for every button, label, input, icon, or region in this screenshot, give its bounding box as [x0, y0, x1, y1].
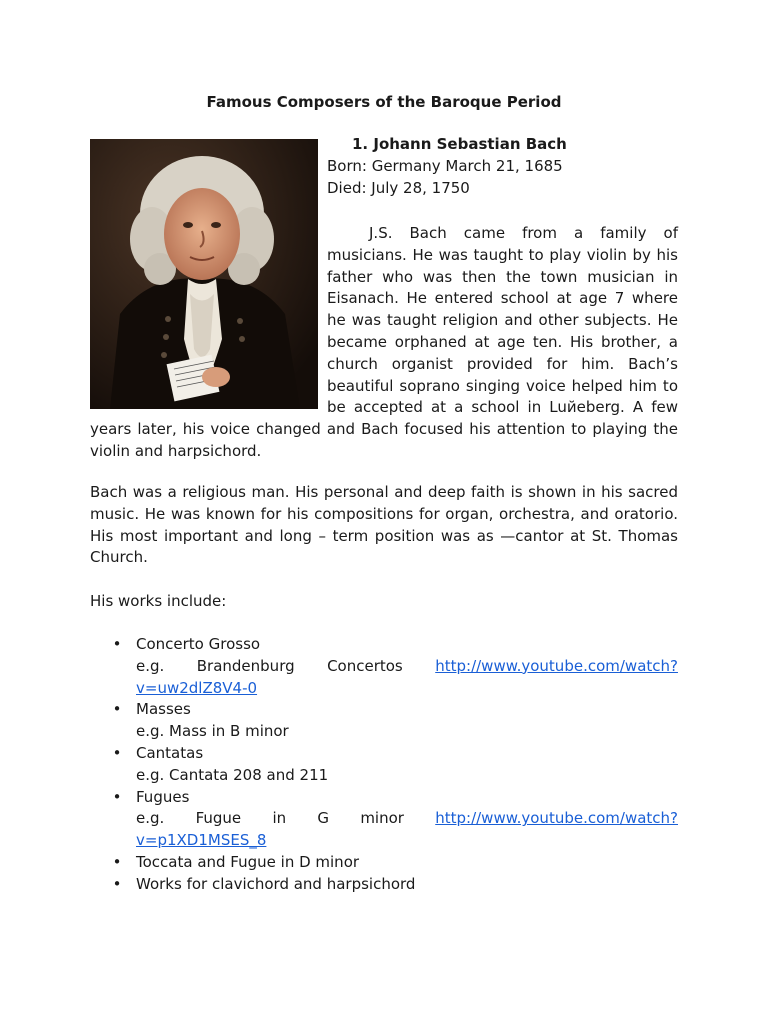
composer-header — [327, 134, 678, 199]
work-label: Works for clavichord and harpsichord — [136, 874, 416, 893]
bullet-glyph: • — [112, 743, 122, 762]
work-label: Concerto Grosso — [136, 635, 261, 653]
work-label: Fugues — [136, 787, 190, 806]
document-title: Famous Composers of the Baroque Period — [206, 93, 562, 111]
bullet-glyph: • — [112, 635, 122, 653]
works-list — [112, 634, 678, 896]
bio-paragraph-wrapper — [90, 223, 678, 463]
work-label: Masses — [136, 700, 191, 719]
list-item — [112, 743, 678, 787]
list-item — [112, 852, 678, 874]
list-item — [112, 634, 678, 699]
list-item — [112, 699, 678, 743]
born-line: Born: Germany March 21, 1685 — [327, 156, 563, 175]
died-line: Died: July 28, 1750 — [327, 178, 470, 197]
bio-paragraph: J.S. Bach came from a family of musicians. He was taught to play violin by his father who was then the town musician in Eisanach. He entered school at age 7 where he was taught religion and other subjects. He became orphaned at age ten. His brother, a church organist provided for him. Bach’s beautiful soprano singing voice helped him to be accepted at a school in Luйeberg. A few years later, his voice changed and Bach focused his attention to playing the violin and harpsichord. — [90, 224, 678, 460]
bullet-glyph: • — [112, 700, 122, 719]
faith-paragraph: Bach was a religious man. His personal and deep faith is shown in his sacred music. He was known for his compositions for organ, orchestra, and oratorio. His most important and long – term position was as —cantor at St. Thomas Church. — [90, 483, 678, 567]
list-item — [112, 787, 678, 852]
works-intro: His works include: — [90, 592, 227, 610]
bullet-glyph: • — [112, 874, 122, 893]
work-example: e.g. Mass in B minor — [136, 722, 289, 741]
work-label: Toccata and Fugue in D minor — [136, 852, 360, 871]
youtube-link-fugue-cont[interactable]: v=p1XD1MSES_8 — [136, 831, 267, 850]
work-label: Cantatas — [136, 743, 204, 762]
youtube-link-brandenburg[interactable]: http://www.youtube.com/watch? — [435, 656, 678, 675]
work-example: e.g. Fugue in G minor http://www.youtube.com/watch? v=p1XD1MSES_8 — [136, 809, 678, 850]
bullet-glyph: • — [112, 852, 122, 871]
bullet-glyph: • — [112, 787, 122, 806]
work-example: e.g. Brandenburg Concertos http://www.youtube.com/watch? v=uw2dlZ8V4-0 — [136, 656, 678, 697]
image-wrap-spacer — [90, 223, 327, 417]
work-example: e.g. Cantata 208 and 211 — [136, 765, 329, 784]
composer-heading: 1. Johann Sebastian Bach — [352, 135, 567, 153]
youtube-link-brandenburg-cont[interactable]: v=uw2dlZ8V4-0 — [136, 678, 258, 697]
youtube-link-fugue[interactable]: http://www.youtube.com/watch? — [435, 809, 678, 828]
list-item — [112, 874, 678, 896]
